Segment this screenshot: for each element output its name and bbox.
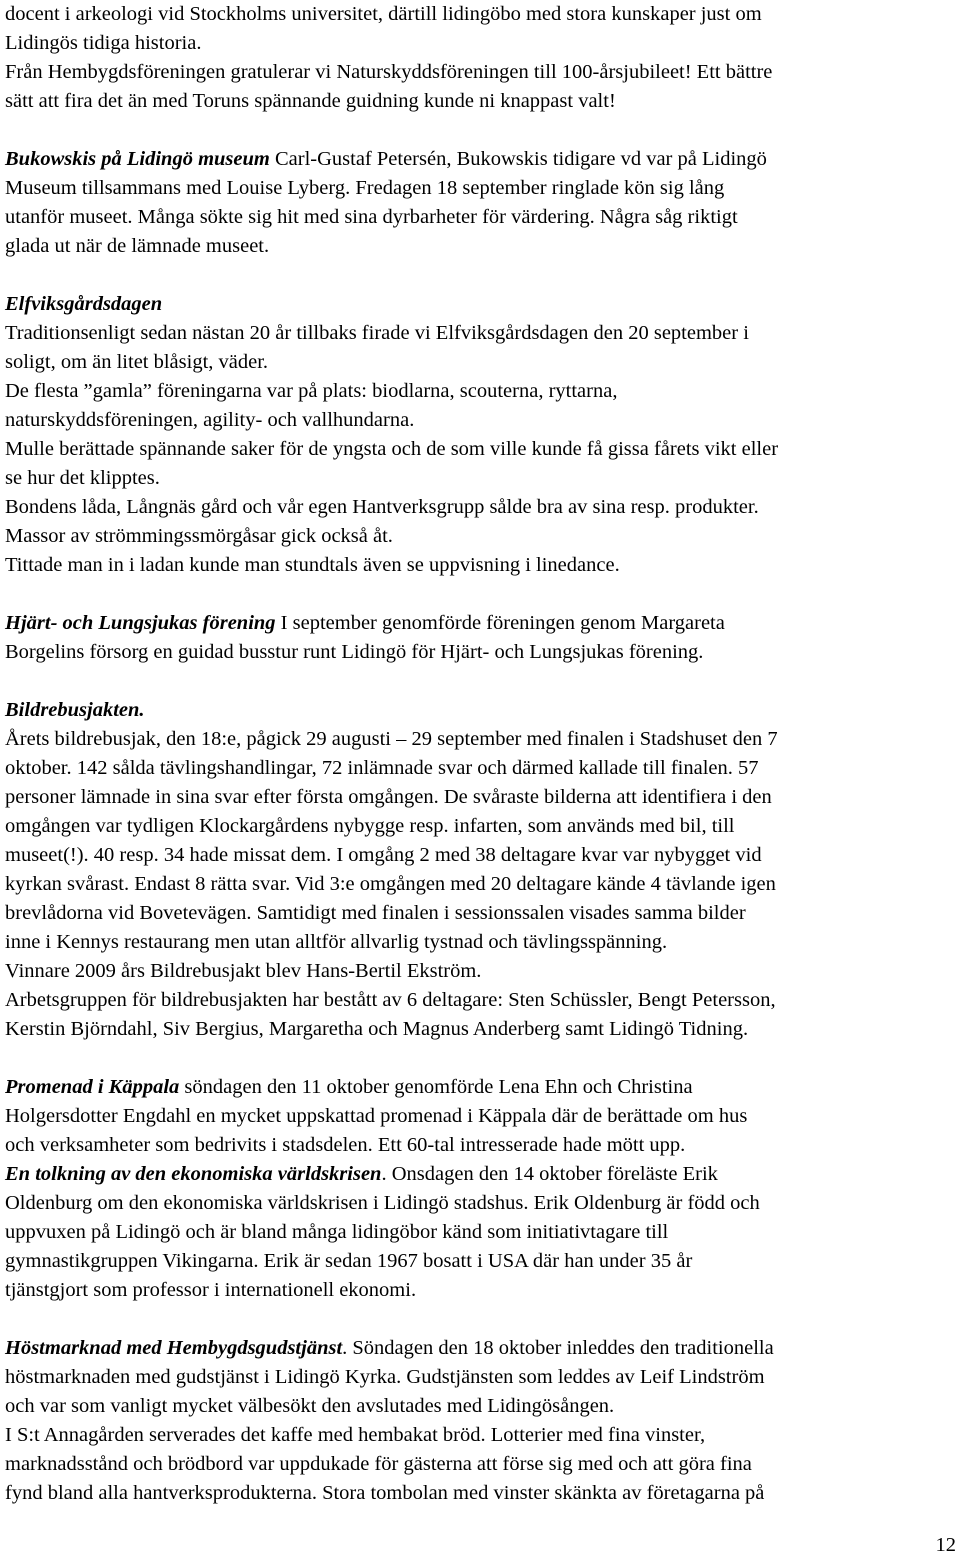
section-host-line <box>5 1334 957 1363</box>
text-line: brevlådorna vid Bovetevägen. Samtidigt med finalen i sessionssalen visades samma bilder <box>5 902 746 924</box>
text-line: inne i Kennys restaurang men utan alltför allvarlig tystnad och tävlingsspänning. <box>5 931 668 953</box>
text-line: tjänstgjort som professor i internationell ekonomi. <box>5 1279 417 1301</box>
paragraph-gap <box>5 261 957 290</box>
section-bukowskis-line <box>5 145 957 174</box>
text-line: De flesta ”gamla” föreningarna var på plats: biodlarna, scouterna, ryttarna, <box>5 380 618 402</box>
text-line: sätt att fira det än med Toruns spännande guidning kunde ni knappast valt! <box>5 90 616 112</box>
text-line: Arbetsgruppen för bildrebusjakten har bestått av 6 deltagare: Sten Schüssler, Bengt Petersson, <box>5 989 776 1011</box>
text-line: och verksamheter som bedrivits i stadsdelen. Ett 60-tal intresserade hade mött upp. <box>5 1134 686 1156</box>
text-line: Museum tillsammans med Louise Lyberg. Fredagen 18 september ringlade kön sig lång <box>5 177 725 199</box>
section-heading-hjart: Hjärt- och Lungsjukas förening <box>5 612 276 634</box>
text-line: kyrkan svårast. Endast 8 rätta svar. Vid 3:e omgången med 20 deltagare kände 4 tävlande igen <box>5 873 776 895</box>
text-line: se hur det klipptes. <box>5 467 160 489</box>
paragraph-gap <box>5 1044 957 1073</box>
text-run: Carl-Gustaf Petersén, Bukowskis tidigare vd var på Lidingö <box>269 148 767 170</box>
text-line: Oldenburg om den ekonomiska världskrisen i Lidingö stadshus. Erik Oldenburg är född och <box>5 1192 760 1214</box>
section-promenad-line <box>5 1073 957 1102</box>
text-line: Massor av strömmingssmörgåsar gick också åt. <box>5 525 393 547</box>
text-line: Traditionsenligt sedan nästan 20 år tillbaks firade vi Elfviksgårdsdagen den 20 september i <box>5 322 749 344</box>
text-line: Holgersdotter Engdahl en mycket uppskattad promenad i Käppala där de berättade om hus <box>5 1105 748 1127</box>
text-line: Tittade man in i ladan kunde man stundtals även se uppvisning i linedance. <box>5 554 620 576</box>
text-line: Lidingös tidiga historia. <box>5 32 202 54</box>
text-line: glada ut när de lämnade museet. <box>5 235 270 257</box>
section-heading-bildrebus: Bildrebusjakten. <box>5 699 145 721</box>
text-line: museet(!). 40 resp. 34 hade missat dem. I omgång 2 med 38 deltagare kvar var nybygget vid <box>5 844 762 866</box>
text-line: soligt, om än litet blåsigt, väder. <box>5 351 269 373</box>
text-line: Årets bildrebusjak, den 18:e, pågick 29 augusti – 29 september med finalen i Stadshuset den 7 <box>5 728 778 750</box>
text-run: . Söndagen den 18 oktober inleddes den traditionella <box>342 1337 774 1359</box>
text-line: Från Hembygdsföreningen gratulerar vi Naturskyddsföreningen till 100-årsjubileet! Ett bättre <box>5 61 773 83</box>
text-line: höstmarknaden med gudstjänst i Lidingö Kyrka. Gudstjänsten som leddes av Leif Lindström <box>5 1366 765 1388</box>
text-line: fynd bland alla hantverksprodukterna. Stora tombolan med vinster skänkta av företagarna på <box>5 1482 765 1504</box>
page-number: 12 <box>935 1534 956 1556</box>
section-kris-line <box>5 1160 957 1189</box>
text-line: I S:t Annagården serverades det kaffe med hembakat bröd. Lotterier med fina vinster, <box>5 1424 706 1446</box>
paragraph-gap <box>5 116 957 145</box>
text-run: I september genomförde föreningen genom Margareta <box>275 612 725 634</box>
text-line: Bondens låda, Långnäs gård och vår egen Hantverksgrupp sålde bra av sina resp. produkter. <box>5 496 759 518</box>
section-hjart-line <box>5 609 957 638</box>
text-line: gymnastikgruppen Vikingarna. Erik är sedan 1967 bosatt i USA där han under 35 år <box>5 1250 693 1272</box>
text-line: Borgelins försorg en guidad busstur runt Lidingö för Hjärt- och Lungsjukas förening. <box>5 641 704 663</box>
paragraph-gap <box>5 1305 957 1334</box>
text-line: personer lämnade in sina svar efter första omgången. De svåraste bilderna att identifiera i den <box>5 786 772 808</box>
section-heading-elfvik: Elfviksgårdsdagen <box>5 293 163 315</box>
section-heading-promenad: Promenad i Käppala <box>5 1076 180 1098</box>
text-run: söndagen den 11 oktober genomförde Lena Ehn och Christina <box>179 1076 693 1098</box>
text-line: omgången var tydligen Klockargårdens nybygge resp. infarten, som används med bil, till <box>5 815 735 837</box>
text-line: utanför museet. Många sökte sig hit med sina dyrbarheter för värdering. Några såg riktigt <box>5 206 738 228</box>
paragraph-gap <box>5 580 957 609</box>
section-heading-kris: En tolkning av den ekonomiska världskrisen <box>5 1163 382 1185</box>
text-run: . Onsdagen den 14 oktober föreläste Erik <box>381 1163 718 1185</box>
text-line: oktober. 142 sålda tävlingshandlingar, 72 inlämnade svar och därmed kallade till finalen. 57 <box>5 757 759 779</box>
section-heading-host: Höstmarknad med Hembygdsgudstjänst <box>5 1337 343 1359</box>
text-line: Vinnare 2009 års Bildrebusjakt blev Hans-Bertil Ekström. <box>5 960 482 982</box>
text-line: och var som vanligt mycket välbesökt den avslutades med Lidingösången. <box>5 1395 615 1417</box>
paragraph-gap <box>5 667 957 696</box>
text-line: uppvuxen på Lidingö och är bland många lidingöbor känd som initiativtagare till <box>5 1221 669 1243</box>
text-line: Mulle berättade spännande saker för de yngsta och de som ville kunde få gissa fårets vikt eller <box>5 438 779 460</box>
document-page <box>5 0 957 1508</box>
text-line: marknadsstånd och brödbord var uppdukade för gästerna att förse sig med och att göra fina <box>5 1453 752 1475</box>
text-line: naturskyddsföreningen, agility- och vallhundarna. <box>5 409 415 431</box>
text-line: Kerstin Björndahl, Siv Bergius, Margaretha och Magnus Anderberg samt Lidingö Tidning. <box>5 1018 749 1040</box>
section-heading-bukowskis: Bukowskis på Lidingö museum <box>5 148 270 170</box>
text-line: docent i arkeologi vid Stockholms universitet, därtill lidingöbo med stora kunskaper just om <box>5 3 762 25</box>
